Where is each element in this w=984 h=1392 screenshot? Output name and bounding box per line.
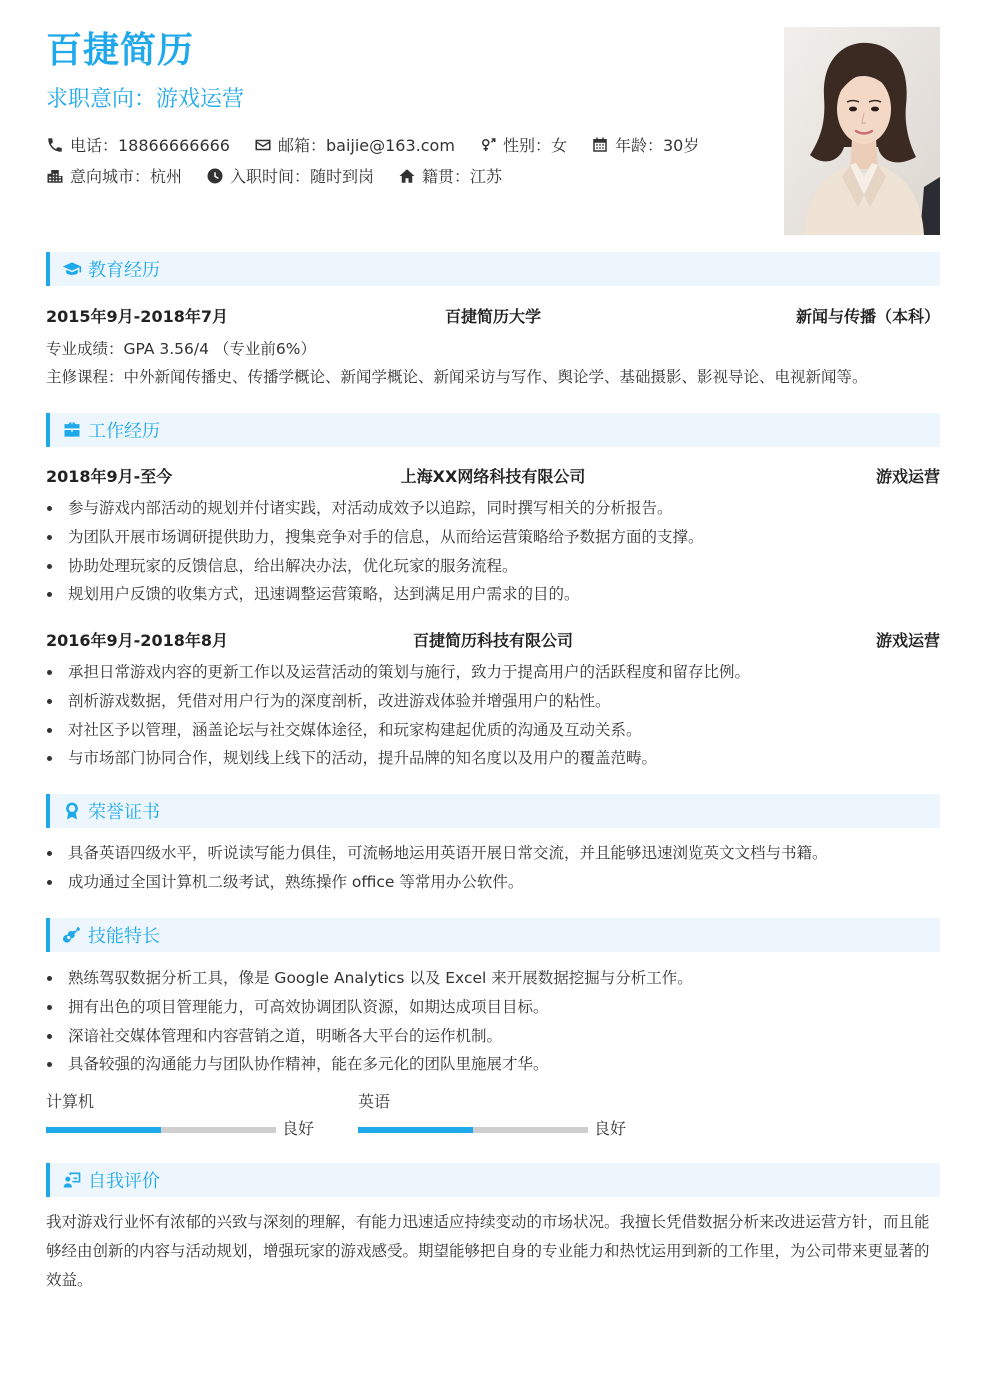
section-title: 工作经历 [88, 421, 160, 442]
job-row-2 [46, 628, 940, 651]
list-item: 与市场部门协同合作，规划线上线下的活动，提升品牌的知名度以及用户的覆盖范畴。 [46, 744, 940, 773]
city-info [46, 164, 182, 187]
city-text: 意向城市：杭州 [70, 167, 183, 186]
section-self-evaluation [46, 1163, 940, 1197]
skill-bar-track [358, 1127, 588, 1133]
briefcase-icon [62, 420, 82, 440]
job-1-duties [46, 494, 940, 609]
gender-info [479, 133, 567, 156]
job-company: 上海XX网络科技有限公司 [400, 467, 586, 486]
home-icon [398, 167, 416, 185]
phone-info [46, 133, 230, 156]
skill-level: 良好 [594, 1119, 627, 1138]
section-education [46, 252, 940, 286]
job-period: 2018年9月-至今 [46, 467, 173, 486]
section-work [46, 413, 940, 447]
start-info [206, 164, 374, 187]
phone-icon [46, 136, 64, 154]
list-item: 对社区予以管理，涵盖论坛与社交媒体途径，和玩家构建起优质的沟通及互动关系。 [46, 716, 940, 745]
calendar-icon [591, 136, 609, 154]
guitar-icon [62, 925, 82, 945]
job-period: 2016年9月-2018年8月 [46, 631, 228, 650]
section-title: 荣誉证书 [88, 802, 160, 823]
job-company: 百捷简历科技有限公司 [412, 631, 573, 650]
job-row-1 [46, 464, 940, 487]
list-item: 剖析游戏数据，凭借对用户行为的深度剖析，改进游戏体验并增强用户的粘性。 [46, 687, 940, 716]
contact-row-1 [46, 133, 723, 156]
gender-icon [479, 136, 497, 154]
skill-bar-fill [358, 1127, 473, 1133]
start-text: 入职时间：随时到岗 [230, 167, 375, 186]
hometown-text: 籍贯：江苏 [422, 167, 503, 186]
education-row [46, 304, 940, 327]
list-item: 成功通过全国计算机二级考试，熟练操作 office 等常用办公软件。 [46, 868, 940, 897]
skill-bar-fill [46, 1127, 161, 1133]
clock-icon [206, 167, 224, 185]
education-major: 新闻与传播（本科） [795, 307, 940, 326]
list-item: 参与游戏内部活动的规划并付诸实践，对活动成效予以追踪，同时撰写相关的分析报告。 [46, 494, 940, 523]
education-period: 2015年9月-2018年7月 [46, 307, 228, 326]
email-info [254, 133, 455, 156]
education-school: 百捷简历大学 [444, 307, 541, 326]
education-courses: 主修课程：中外新闻传播史、传播学概论、新闻学概论、新闻采访与写作、舆论学、基础摄影、影视导论、电视新闻等。 [46, 368, 868, 386]
list-item: 拥有出色的项目管理能力，可高效协调团队资源，如期达成项目目标。 [46, 993, 940, 1022]
skill-bar-computer [46, 1089, 336, 1138]
hometown-info [398, 164, 502, 187]
candidate-name: 百捷简历 [46, 30, 195, 71]
list-item: 为团队开展市场调研提供助力，搜集竞争对手的信息，从而给运营策略给予数据方面的支撑。 [46, 523, 940, 552]
skill-bar-track [46, 1127, 276, 1133]
honors-list [46, 839, 940, 897]
award-icon [62, 801, 82, 821]
skill-name: 计算机 [46, 1092, 95, 1111]
skill-bar-english [358, 1089, 648, 1138]
job-intent: 求职意向：游戏运营 [46, 87, 245, 112]
email-text: 邮箱：baijie@163.com [277, 136, 455, 155]
section-title: 教育经历 [88, 260, 160, 281]
section-skills [46, 918, 940, 952]
list-item: 熟练驾驭数据分析工具，像是 Google Analytics 以及 Excel 来开展数据挖掘与分析工作。 [46, 964, 940, 993]
age-info [591, 133, 699, 156]
section-title: 自我评价 [88, 1171, 160, 1192]
portrait-illustration [784, 27, 940, 235]
presenter-icon [62, 1170, 82, 1190]
gender-text: 性别：女 [502, 136, 567, 155]
list-item: 协助处理玩家的反馈信息，给出解决办法，优化玩家的服务流程。 [46, 552, 940, 581]
self-evaluation-text: 我对游戏行业怀有浓郁的兴致与深刻的理解，有能力迅速适应持续变动的市场状况。我擅长凭借数据分析来改进运营方针，而且能够经由创新的内容与活动规划，增强玩家的游戏感受。期望能够把自身的专业能力和热忱运用到新的工作里，为公司带来更显著的效益。 [46, 1213, 930, 1289]
city-icon [46, 167, 64, 185]
list-item: 规划用户反馈的收集方式，迅速调整运营策略，达到满足用户需求的目的。 [46, 580, 940, 609]
skills-list [46, 964, 940, 1079]
contact-row-2 [46, 164, 526, 187]
job-role: 游戏运营 [875, 631, 940, 650]
list-item: 承担日常游戏内容的更新工作以及运营活动的策划与施行，致力于提高用户的活跃程度和留存比例。 [46, 658, 940, 687]
section-title: 技能特长 [88, 926, 160, 947]
age-text: 年龄：30岁 [614, 136, 700, 155]
list-item: 具备英语四级水平，听说读写能力俱佳，可流畅地运用英语开展日常交流，并且能够迅速浏览英文文档与书籍。 [46, 839, 940, 868]
profile-photo [784, 27, 940, 235]
list-item: 深谙社交媒体管理和内容营销之道，明晰各大平台的运作机制。 [46, 1022, 940, 1051]
job-role: 游戏运营 [875, 467, 940, 486]
graduation-cap-icon [62, 259, 82, 279]
education-gpa: 专业成绩：GPA 3.56/4 （专业前6%） [46, 340, 317, 358]
list-item: 具备较强的沟通能力与团队协作精神，能在多元化的团队里施展才华。 [46, 1050, 940, 1079]
section-honors [46, 794, 940, 828]
skill-name: 英语 [358, 1092, 391, 1111]
job-2-duties [46, 658, 940, 773]
skill-level: 良好 [282, 1119, 315, 1138]
phone-text: 电话：18866666666 [70, 136, 230, 155]
mail-icon [254, 136, 272, 154]
